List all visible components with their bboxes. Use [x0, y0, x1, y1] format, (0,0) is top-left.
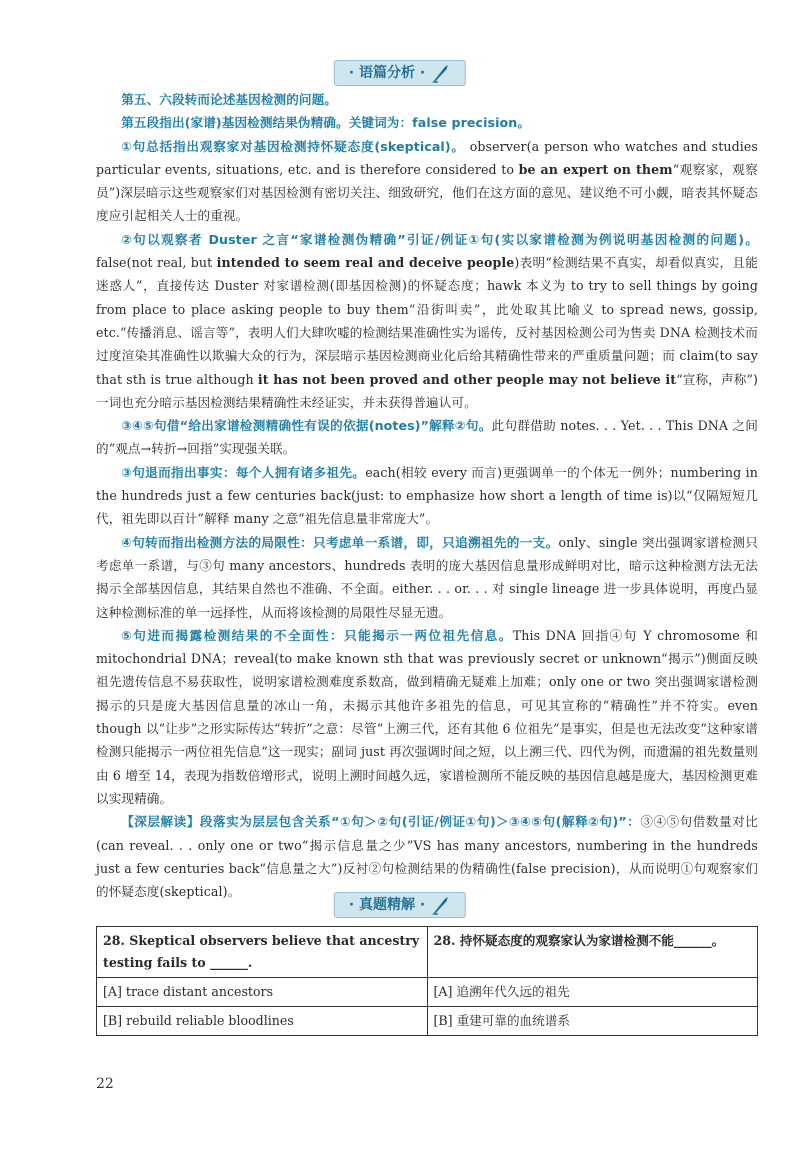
para-3-bold: be an expert on them [518, 161, 673, 177]
para-3-body: observer(a person who watches and studies particular events, situations, etc. and is therefore considered to [96, 138, 758, 177]
para-3-tail: “观察家，观察员”)深层暗示这些观察家们对基因检测有密切关注、细致研究，他们在这方面的意见、建议绝不可小觑，暗表其怀疑态度应引起相关人士的重视。 [96, 161, 758, 224]
analysis-section [96, 88, 758, 903]
analysis-banner-label: · 语篇分析 · [348, 65, 426, 81]
analysis-banner [334, 60, 466, 86]
question-stem-zh: 28. 持怀疑态度的观察家认为家谱检测不能______。 [427, 927, 758, 978]
para-9-heading: 【深层解读】段落实为层层包含关系“①句＞②句(引证/例证①句)＞③④⑤句(解释②句)”： [121, 814, 641, 830]
page-number: 22 [96, 1076, 114, 1092]
analysis-para-3 [96, 135, 758, 228]
para-9-body: ③④⑤句借数量对比(can reveal. . . only one or two“揭示信息量之少”VS has many ancestors, numbering in the hundreds just a few centuries back“信息量之大”)反衬②句检测结果的伪精确性(false precision)，从而说明①句观察家们的怀疑态度(skeptical)。 [96, 814, 759, 900]
table-row [97, 1007, 758, 1036]
answers-banner [334, 892, 466, 918]
para-4-heading: ②句以观察者 Duster 之言“家谱检测伪精确”引证/例证①句(实以家谱检测为例说明基因检测的问题)。 [121, 231, 758, 247]
analysis-para-2 [96, 111, 758, 134]
analysis-para-4 [96, 228, 758, 414]
table-row [97, 978, 758, 1007]
para-5-body: 此句群借助 notes. . . Yet. . . This DNA 之间的“观点→转折→回指”实现强关联。 [96, 418, 758, 457]
analysis-para-7 [96, 531, 758, 624]
analysis-para-6 [96, 461, 758, 531]
question-table [96, 926, 758, 1036]
para-2-heading: 第五段指出(家谱)基因检测结果伪精确。关键词为：false precision。 [121, 115, 531, 131]
para-7-body: only、single 突出强调家谱检测只考虑单一系谱，与③句 many ancestors、hundreds 表明的庞大基因信息量形成鲜明对比，暗示这种检测方法无法揭示全部基因信息，其结果自然也不准确、不全面。either. . . or. . . 对 single lineage 进一步具体说明，再度凸显这种检测标准的单一远择性，从而将该检测的局限性尽显无遗。 [96, 534, 758, 620]
option-a-zh: [A] 追溯年代久远的祖先 [427, 978, 758, 1007]
analysis-para-8 [96, 624, 758, 810]
table-row [97, 927, 758, 978]
para-4-bold: intended to seem real and deceive people [216, 255, 515, 271]
option-a-en: [A] trace distant ancestors [97, 978, 428, 1007]
para-4-bold-2: it has not been proved and other people may not believe it [257, 371, 677, 387]
option-b-zh: [B] 重建可靠的血统谱系 [427, 1007, 758, 1036]
analysis-para-5 [96, 414, 758, 461]
para-1-heading: 第五、六段转而论述基因检测的问题。 [121, 92, 337, 107]
option-b-en: [B] rebuild reliable bloodlines [97, 1007, 428, 1036]
para-6-body: each(相较 every 而言)更强调单一的个体无一例外；numbering in the hundreds just a few centuries back(just: to emphasize how short a length of time is)以“仅隔短短几代，祖先即以百计”解释 many 之意“祖先信息量非常庞大”。 [96, 464, 758, 527]
para-5-heading: ③④⑤句借“给出家谱检测精确性有误的依据(notes)”解释②句。 [121, 418, 492, 434]
para-4-a: false(not real, but [96, 255, 217, 271]
question-stem-en: 28. Skeptical observers believe that ancestry testing fails to ______. [97, 927, 428, 978]
quill-pen-icon [431, 895, 451, 915]
para-6-heading: ③句退而指出事实：每个人拥有诸多祖先。 [121, 464, 366, 480]
para-4-c: “宣称，声称”)一词也充分暗示基因检测结果精确性未经证实，并未获得普遍认可。 [96, 371, 759, 410]
quill-pen-icon [431, 63, 451, 83]
para-8-heading: ⑤句进而揭露检测结果的不全面性：只能揭示一两位祖先信息。 [121, 627, 513, 643]
para-3-heading: ①句总括指出观察家对基因检测持怀疑态度(skeptical)。 [121, 138, 465, 154]
analysis-para-9 [96, 810, 758, 903]
para-7-heading: ④句转而指出检测方法的局限性：只考虑单一系谱，即，只追溯祖先的一支。 [121, 534, 559, 550]
analysis-para-1 [96, 88, 758, 111]
answers-banner-label: · 真题精解 · [348, 897, 426, 913]
para-8-body: This DNA 回指④句 Y chromosome 和 mitochondrial DNA；reveal(to make known sth that was previously secret or unknown“揭示”)侧面反映祖先遗传信息不易获取性，说明家谱检测难度系数高，做到精确无疑难上加难；only one or two 突出强调家谱检测揭示的只是庞大基因信息量的冰山一角，未揭示其他许多祖先的信息，可见其宣称的“精确性”并不符实。even though 以“让步”之形实际传达“转折”之意：尽管“上溯三代，还有其他 6 位祖先”是事实，但是也无法改变“这种家谱检测只能揭示一两位祖先信息”这一现实；副词 just 再次强调时间之短，以上溯三代、四代为例，而遗漏的祖先数量则由 6 增至 14，表现为指数倍增形式，说明上溯时间越久远，家谱检测所不能反映的基因信息越是庞大，基因检测更难以实现精确。 [96, 627, 759, 806]
para-4-b: )表明“检测结果不真实，却看似真实，且能迷惑人”，直接传达 Duster 对家谱检测(即基因检测)的怀疑态度；hawk 本义为 to try to sell things by going from place to place asking people to buy them“沿街叫卖”，此处取其比喻义 to spread news, gossip, etc.“传播消息、谣言等”，表明人们大肆吹嘘的检测结果准确性实为谣传，反衬基因检测公司为售卖 DNA 检测技术而过度渲染其准确性以欺骗大众的行为，深层暗示基因检测商业化后给其精确性带来的严重质量问题；而 claim(to say that sth is true although [96, 255, 758, 387]
